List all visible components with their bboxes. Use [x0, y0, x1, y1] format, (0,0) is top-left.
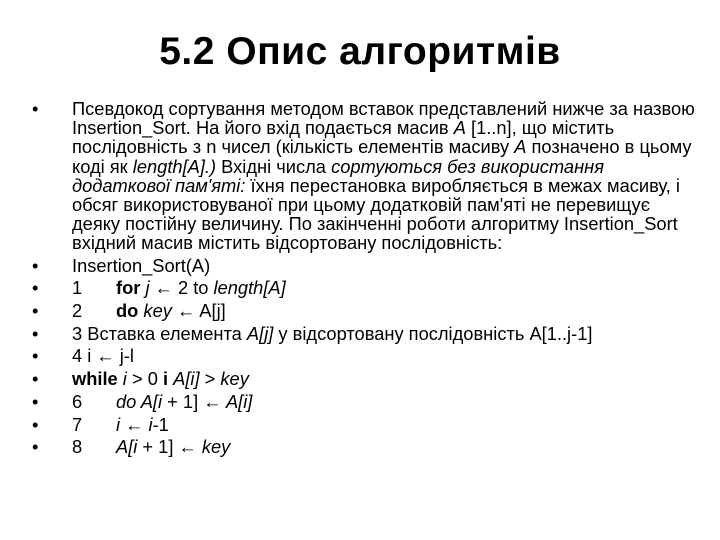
bullet-icon: • — [32, 390, 39, 412]
list-item — [32, 346, 702, 365]
bullet-icon: • — [32, 436, 39, 458]
list-item — [32, 392, 702, 411]
code-line: while i > 0 і A[i] > key — [72, 368, 249, 390]
code-line: 3 Вставка елемента A[j] у відсортовану послідовність A[1..j-1] — [72, 322, 593, 344]
code-line: 7 i ← i-1 — [72, 413, 169, 435]
list-item — [32, 301, 702, 320]
bullet-icon: • — [32, 254, 39, 276]
code-line: 4 i ← j-l — [72, 345, 134, 367]
slide-title: 5.2 Опис алгоритмів — [159, 30, 561, 73]
bullet-list — [32, 99, 702, 460]
list-item — [32, 278, 702, 297]
list-item — [32, 324, 702, 343]
bullet-icon: • — [32, 322, 39, 344]
intro-text: Псевдокод сортування методом вставок представлений нижче за назвою Insertion_Sort. На його вхід подається масив А [1..n], що містить послідовність з n чисел (кількість елементів масиву А позначено в цьому коді як length[A].) Вхідні числа сортуються без використання додаткової пам'яті: їхня перестановка виробляється в межах масиву, і обсяг використовуваної при цьому додатковій пам'яті не перевищує деяку постійну величину. По закінченні роботи алгоритму Insertion_Sort вхідний масив містить відсортовану послідовність: — [72, 98, 695, 254]
bullet-icon: • — [32, 368, 39, 390]
code-line: 8 A[i + 1] ← key — [72, 436, 231, 458]
list-item — [32, 415, 702, 434]
code-line: Insertion_Sort(A) — [72, 254, 211, 276]
list-item — [32, 437, 702, 456]
bullet-icon: • — [32, 413, 39, 435]
code-line: 6 do A[i + 1] ← A[i] — [72, 390, 253, 412]
code-line: 2 do key ← A[j] — [72, 300, 226, 322]
list-item — [32, 369, 702, 388]
bullet-icon: • — [32, 98, 39, 119]
list-item — [32, 256, 702, 275]
code-line: 1 for j ← 2 to length[A] — [72, 277, 286, 299]
list-item — [32, 99, 702, 253]
bullet-icon: • — [32, 345, 39, 367]
bullet-icon: • — [32, 277, 39, 299]
bullet-icon: • — [32, 300, 39, 322]
